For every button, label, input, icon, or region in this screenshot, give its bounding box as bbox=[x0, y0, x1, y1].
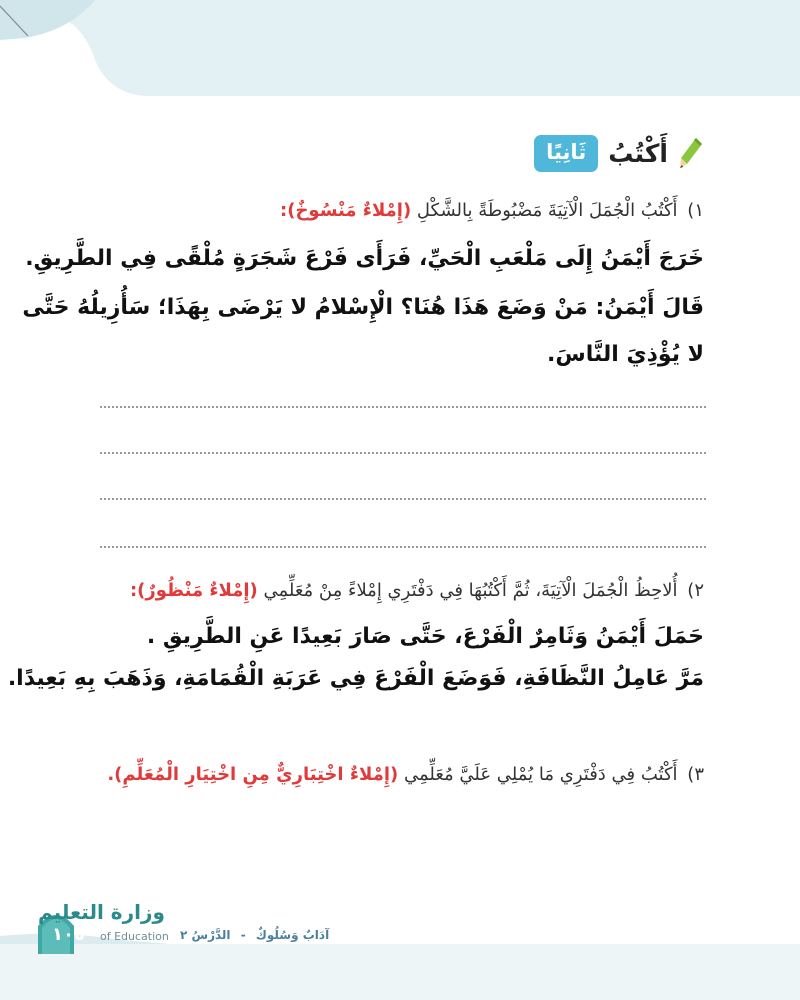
question-1-number: ١) bbox=[687, 200, 704, 221]
q2-sentence-line: حَمَلَ أَيْمَنُ وَثَامِرٌ الْفَرْعَ، حَتَّى صَارَ بَعِيدًا عَنِ الطَّرِيقِ . bbox=[146, 624, 704, 649]
ministry-logo-text: وزارة التعليم bbox=[38, 900, 165, 924]
section-badge: ثَانِيًا bbox=[534, 135, 598, 172]
section-title: أَكْتُبُ bbox=[608, 138, 668, 168]
question-2-number: ٢) bbox=[687, 580, 704, 601]
writing-line[interactable] bbox=[100, 498, 706, 500]
page-number: ١٠٥ bbox=[52, 924, 85, 945]
q1-sentence-line: خَرَجَ أَيْمَنُ إِلَى مَلْعَبِ الْحَيِّ، فَرَأَى فَرْعَ شَجَرَةٍ مُلْقًى فِي الطَّرِيقِ. bbox=[25, 246, 704, 271]
footer-separator: - bbox=[240, 928, 246, 942]
question-2-tag: (إِمْلاءٌ مَنْظُورٌ): bbox=[129, 580, 258, 601]
lesson-label: الدَّرْسُ ٢ bbox=[180, 928, 231, 942]
question-1-text: أَكْتُبُ الْجُمَلَ الْآتِيَةَ مَضْبُوطَةً بِالشَّكْلِ bbox=[416, 200, 678, 221]
section-heading bbox=[534, 133, 704, 173]
question-1-instruction bbox=[84, 200, 704, 221]
question-3-text: أَكْتُبُ فِي دَفْتَرِي مَا يُمْلِي عَلَيَّ مُعَلِّمِي bbox=[403, 764, 678, 785]
top-decorative-band bbox=[0, 0, 800, 96]
writing-line[interactable] bbox=[100, 452, 706, 454]
question-2-instruction bbox=[84, 580, 704, 601]
footer-lesson-info bbox=[180, 928, 329, 942]
question-3-instruction bbox=[84, 764, 704, 785]
writing-line[interactable] bbox=[100, 546, 706, 548]
q1-sentence-line: قَالَ أَيْمَنُ: مَنْ وَضَعَ هَذَا هُنَا؟ الْإِسْلامُ لا يَرْضَى بِهَذَا؛ سَأُزِيلُهُ حَتَّى bbox=[22, 295, 704, 320]
book-title: آدَابٌ وَسُلُوكٌ bbox=[255, 928, 330, 942]
q2-sentence-line: مَرَّ عَامِلُ النَّظَافَةِ، فَوَضَعَ الْفَرْعَ فِي عَرَبَةِ الْقُمَامَةِ، وَذَهَبَ بِهِ بَعِيدًا. bbox=[7, 666, 704, 691]
question-3-tag: (إِمْلاءٌ اخْتِبَارِيٌّ مِنِ اخْتِيَارِ الْمُعَلِّمِ). bbox=[107, 764, 399, 785]
writing-line[interactable] bbox=[100, 406, 706, 408]
question-3-number: ٣) bbox=[687, 764, 704, 785]
question-2-text: أُلاحِظُ الْجُمَلَ الْآتِيَةَ، ثُمَّ أَكْتُبُهَا فِي دَفْتَرِي إِمْلاءً مِنْ مُعَلِّمِي bbox=[263, 580, 678, 601]
ministry-logo-english: of Education bbox=[100, 930, 169, 943]
q1-sentence-line: لا يُؤْذِيَ النَّاسَ. bbox=[547, 342, 704, 367]
pencil-icon bbox=[678, 136, 704, 170]
question-1-tag: (إِمْلاءٌ مَنْسُوخٌ): bbox=[280, 200, 412, 221]
